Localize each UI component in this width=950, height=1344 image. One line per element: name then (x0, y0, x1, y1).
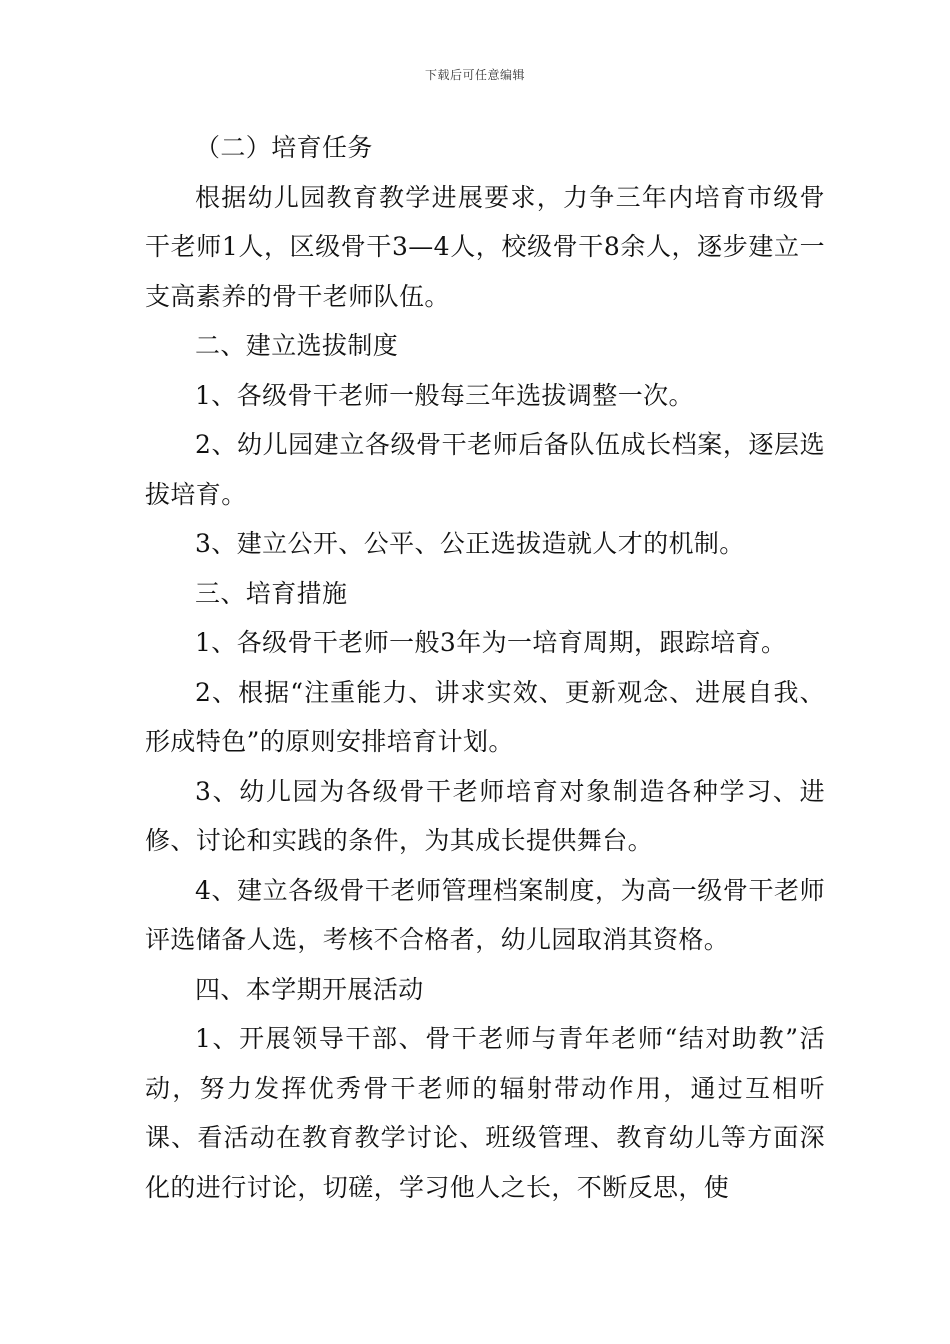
paragraph-selection-3: 3、建立公开、公平、公正选拔造就人才的机制。 (195, 529, 745, 558)
paragraph-training-goals: 根据幼儿园教育教学进展要求，力争三年内培育市级骨干老师1人，区级骨干3—4人，校级骨干8余人，逐步建立一支高素养的骨干老师队伍。 (145, 182, 825, 311)
section-heading-selection-system: 二、建立选拔制度 (195, 331, 399, 360)
paragraph-measures-4: 4、建立各级骨干老师管理档案制度，为高一级骨干老师评选储备人选，考核不合格者，幼儿园取消其资格。 (145, 875, 825, 954)
paragraph-selection-1: 1、各级骨干老师一般每三年选拔调整一次。 (195, 380, 694, 410)
paragraph-activities-1: 1、开展领导干部、骨干老师与青年老师“结对助教”活动，努力发挥优秀骨干老师的辐射带动作用，通过互相听课、看活动在教育教学讨论、班级管理、教育幼儿等方面深化的进行讨论，切磋，学习他人之长，不断反思，使 (145, 1024, 825, 1202)
paragraph-selection-2: 2、幼儿园建立各级骨干老师后备队伍成长档案，逐层选拔培育。 (145, 430, 825, 509)
paragraph-measures-2: 2、根据“注重能力、讲求实效、更新观念、进展自我、形成特色”的原则安排培育计划。 (145, 677, 825, 756)
document-body (145, 123, 825, 1212)
section-heading-training-tasks: （二）培育任务 (195, 133, 373, 162)
section-heading-training-measures: 三、培育措施 (195, 578, 348, 608)
paragraph-measures-3: 3、幼儿园为各级骨干老师培育对象制造各种学习、进修、讨论和实践的条件，为其成长提供舞台。 (145, 776, 825, 855)
page-header: 下载后可任意编辑 (424, 68, 525, 82)
section-heading-semester-activities: 四、本学期开展活动 (195, 974, 424, 1004)
paragraph-measures-1: 1、各级骨干老师一般3年为一培育周期，跟踪培育。 (195, 628, 787, 657)
